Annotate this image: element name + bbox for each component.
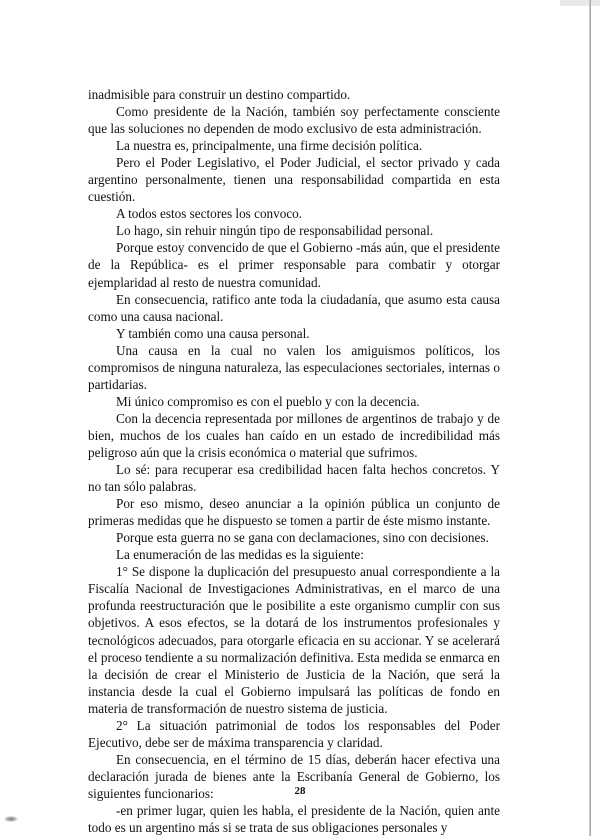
paragraph: inadmisible para construir un destino compartido. bbox=[88, 87, 351, 102]
paragraph: Pero el Poder Legislativo, el Poder Judicial, el sector privado y cada argentino personalmente, tienen una responsabilidad compartida en esta cuestión. bbox=[88, 155, 500, 205]
scan-edge-right bbox=[589, 0, 591, 836]
paragraph: La nuestra es, principalmente, una firme decisión política. bbox=[116, 138, 423, 154]
paragraph: -en primer lugar, quien les habla, el presidente de la Nación, quien ante todo es un argentino más si se trata de sus obligaciones personales y bbox=[88, 802, 500, 836]
paragraph: Con la decencia representada por millones de argentinos de trabajo y de bien, muchos de los cuales han caído en un estado de incredibilidad más peligroso aún que la crisis económica o material que sufrimos. bbox=[88, 410, 500, 460]
paragraph: La enumeración de las medidas es la siguiente: bbox=[116, 547, 364, 563]
paragraph: En consecuencia, en el término de 15 días, deberán hacer efectiva una declaración jurada de bienes ante la Escribanía General de Gobierno, los siguientes funcionarios: bbox=[88, 751, 500, 801]
paragraph: Lo sé: para recuperar esa credibilidad hacen falta hechos concretos. Y no tan sólo palabras. bbox=[88, 462, 500, 495]
scan-edge-top bbox=[560, 0, 600, 6]
paragraph: Y también como una causa personal. bbox=[116, 325, 310, 341]
paragraph: Como presidente de la Nación, también soy perfectamente consciente que las soluciones no dependen de modo exclusivo de esta administración. bbox=[88, 104, 500, 137]
paragraph: 1° Se dispone la duplicación del presupuesto anual correspondiente a la Fiscalía Nacional de Investigaciones Administrativas, en el marco de una profunda reestructuración que le posibilite a este organismo cumplir con sus objetivos. A esos efectos, se la dotará de los instrumentos profesionales y tecnológicos adecuados, para otorgarle eficacia en su accionar. Y se acelerará el proceso tendiente a su normalización definitiva. Esta medida se enmarca en la decisión de crear el Ministerio de Justicia de la Nación, que será la instancia desde la cual el Gobierno impulsará las políticas de fondo en materia de transformación de nuestro sistema de justicia. bbox=[88, 564, 500, 716]
paragraph: Mi único compromiso es con el pueblo y con la decencia. bbox=[116, 393, 420, 409]
paragraph: Por eso mismo, deseo anunciar a la opinión pública un conjunto de primeras medidas que he dispuesto se tomen a partir de éste mismo instante. bbox=[88, 496, 500, 529]
paragraph: Lo hago, sin rehuir ningún tipo de responsabilidad personal. bbox=[116, 223, 434, 239]
paragraph: Porque esta guerra no se gana con declamaciones, sino con decisiones. bbox=[116, 530, 489, 546]
scan-speck bbox=[4, 816, 18, 822]
paragraph: En consecuencia, ratifico ante toda la ciudadanía, que asumo esta causa como una causa nacional. bbox=[88, 291, 500, 324]
paragraph: A todos estos sectores los convoco. bbox=[116, 206, 303, 222]
page-number: 28 bbox=[294, 785, 306, 797]
paragraph: Una causa en la cual no valen los amiguismos políticos, los compromisos de ninguna naturaleza, las especulaciones sectoriales, internas o partidarias. bbox=[88, 342, 500, 392]
paragraph: Porque estoy convencido de que el Gobierno -más aún, que el presidente de la República- es el primer responsable para combatir y otorgar ejemplaridad al resto de nuestra comunidad. bbox=[88, 240, 500, 290]
paragraph: 2° La situación patrimonial de todos los responsables del Poder Ejecutivo, debe ser de máxima transparencia y claridad. bbox=[88, 717, 500, 750]
body-text bbox=[88, 86, 500, 836]
